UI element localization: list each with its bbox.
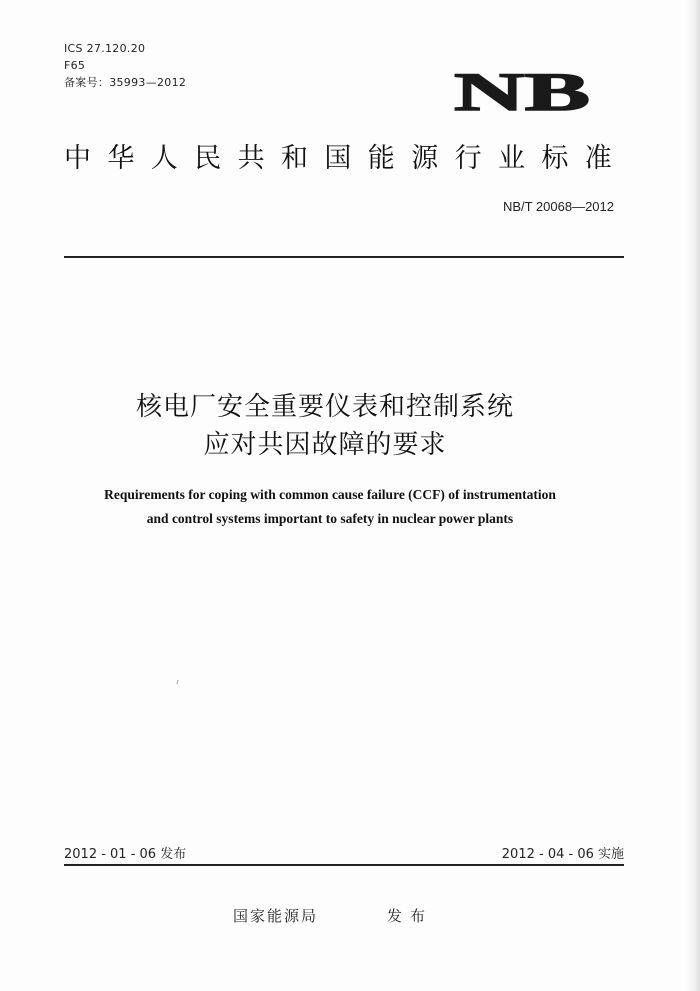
standard-code: NB/T 20068—2012 <box>502 199 614 214</box>
scan-speck <box>176 680 178 684</box>
english-title-line-1: Requirements for coping with common cause failure (CCF) of instrumentation <box>104 487 556 502</box>
ccs-code: F65 <box>64 59 86 72</box>
issued-label: 发布 <box>387 907 434 925</box>
page-edge-shadow <box>686 0 700 991</box>
chinese-title-line-2: 应对共因故障的要求 <box>203 430 447 460</box>
record-number: 备案号：35993—2012 <box>64 76 187 89</box>
issue-date: 2012 - 01 - 06 发布 <box>64 847 187 862</box>
logo-text: NB <box>454 66 590 116</box>
classification-block <box>64 40 186 91</box>
english-title-line-2: and control systems important to safety in nuclear power plants <box>146 511 514 526</box>
footer-divider <box>64 864 624 866</box>
ics-code: ICS 27.120.20 <box>64 42 146 55</box>
standard-category: 中华人民共和国能源行业标准 <box>64 143 629 174</box>
implementation-date: 2012 - 04 - 06 实施 <box>501 847 624 862</box>
header-divider <box>64 256 624 258</box>
nb-logo <box>452 66 592 116</box>
chinese-title-line-1: 核电厂安全重要仪表和控制系统 <box>135 392 514 422</box>
issuing-authority: 国家能源局 <box>233 907 319 925</box>
